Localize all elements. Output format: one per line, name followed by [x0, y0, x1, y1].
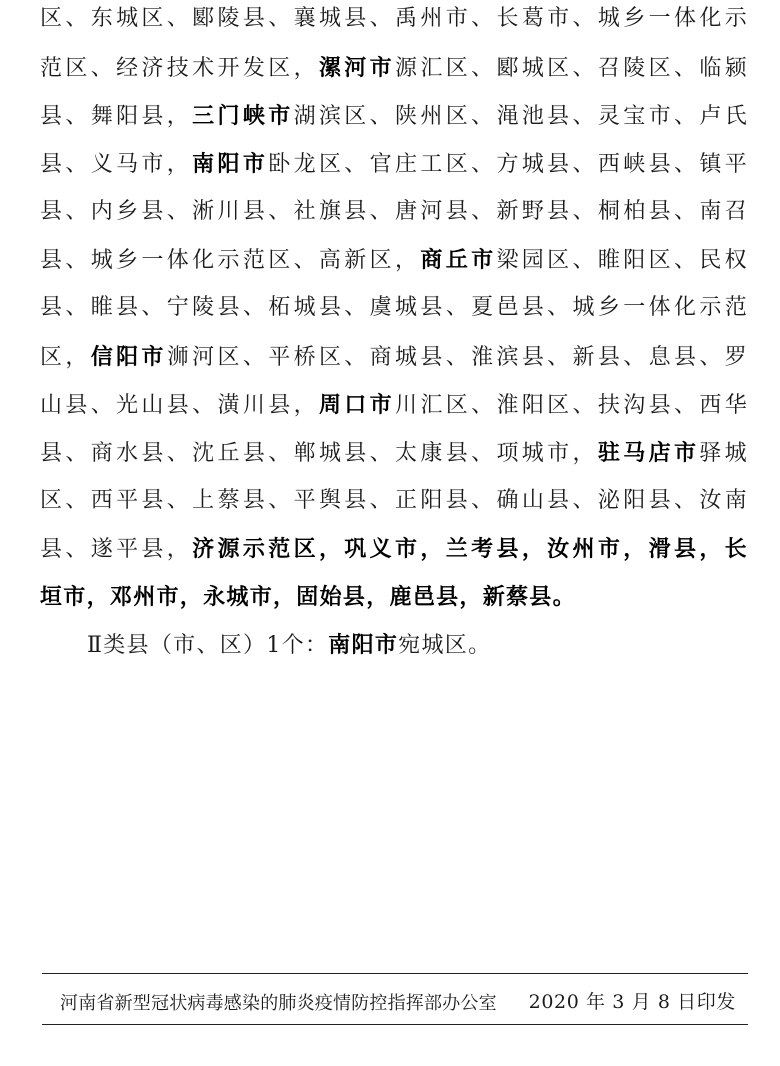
place-list-text: 范区、经济技术开发区， [40, 56, 319, 81]
place-name-bold: 三门峡市 [192, 103, 294, 129]
place-list-text: 卧龙区、官庄工区、方城县、西峡县、镇平 [268, 152, 748, 177]
place-list-text: 县、义马市， [40, 152, 193, 177]
text-line [40, 486, 748, 516]
text-line [40, 53, 748, 83]
place-list-text: 川汇区、淮阳区、扶沟县、西华 [395, 393, 748, 418]
text-line [40, 342, 748, 372]
place-list-text: 湖滨区、陕州区、渑池县、灵宝市、卢氏 [293, 104, 748, 129]
text-line [40, 390, 748, 420]
place-name-bold: 驻马店市 [597, 440, 700, 466]
footer-date: 2020 年 3 月 8 日印发 [528, 991, 736, 1013]
text-line [40, 582, 748, 612]
text-line [40, 438, 748, 468]
place-list-text: 源汇区、郾城区、召陵区、临颍 [395, 56, 748, 81]
place-list-text: 县、城乡一体化示范区、高新区， [40, 248, 421, 273]
place-list-text: 山县、光山县、潢川县， [40, 393, 319, 418]
text-line [40, 149, 748, 179]
place-name-bold: 垣市，邓州市，永城市，固始县，鹿邑县，新蔡县。 [40, 584, 576, 610]
place-list-text: 区、西平县、上蔡县、平舆县、正阳县、确山县、泌阳县、汝南 [40, 488, 748, 513]
place-list-text: 县、商水县、沈丘县、郸城县、太康县、项城市， [40, 441, 598, 466]
place-name-bold: 济源示范区，巩义市，兰考县，汝州市，滑县，长 [192, 536, 748, 562]
place-list-text: 县、舞阳县， [40, 104, 193, 129]
text-line [40, 245, 748, 275]
place-name-bold: 南阳市 [192, 151, 269, 177]
class-ii-paragraph [87, 630, 491, 661]
place-name-bold: 商丘市 [420, 247, 497, 273]
class-ii-city: 南阳市 [328, 632, 399, 658]
class-ii-district: 宛城区。 [398, 633, 492, 658]
place-name-bold: 漯河市 [318, 55, 396, 81]
text-line [40, 101, 748, 131]
footer-bottom-rule [42, 1024, 748, 1025]
place-list-text: 浉河区、平桥区、商城县、淮滨县、新县、息县、罗 [166, 345, 748, 370]
place-list-text: 县、睢县、宁陵县、柘城县、虞城县、夏邑县、城乡一体化示范 [40, 295, 748, 320]
place-list-text: 区、东城区、郾陵县、襄城县、禹州市、长葛市、城乡一体化示 [40, 6, 748, 31]
place-list-text: 梁园区、睢阳区、民权 [496, 248, 748, 273]
place-name-bold: 周口市 [318, 392, 396, 418]
footer-top-rule [42, 973, 748, 974]
place-list-text: 县、遂平县， [40, 537, 193, 562]
class-ii-lead: Ⅱ类县（市、区）1个： [87, 633, 329, 658]
footer-issuer: 河南省新型冠状病毒感染的肺炎疫情防控指挥部办公室 [60, 993, 497, 1014]
text-line [40, 197, 748, 227]
text-line [40, 293, 748, 323]
text-line [40, 4, 748, 34]
place-name-bold: 信阳市 [90, 344, 167, 370]
place-list-text: 县、内乡县、淅川县、社旗县、唐河县、新野县、桐柏县、南召 [40, 199, 748, 224]
text-line [40, 534, 748, 564]
place-list-text: 驿城 [699, 441, 748, 466]
place-list-text: 区， [40, 345, 91, 370]
